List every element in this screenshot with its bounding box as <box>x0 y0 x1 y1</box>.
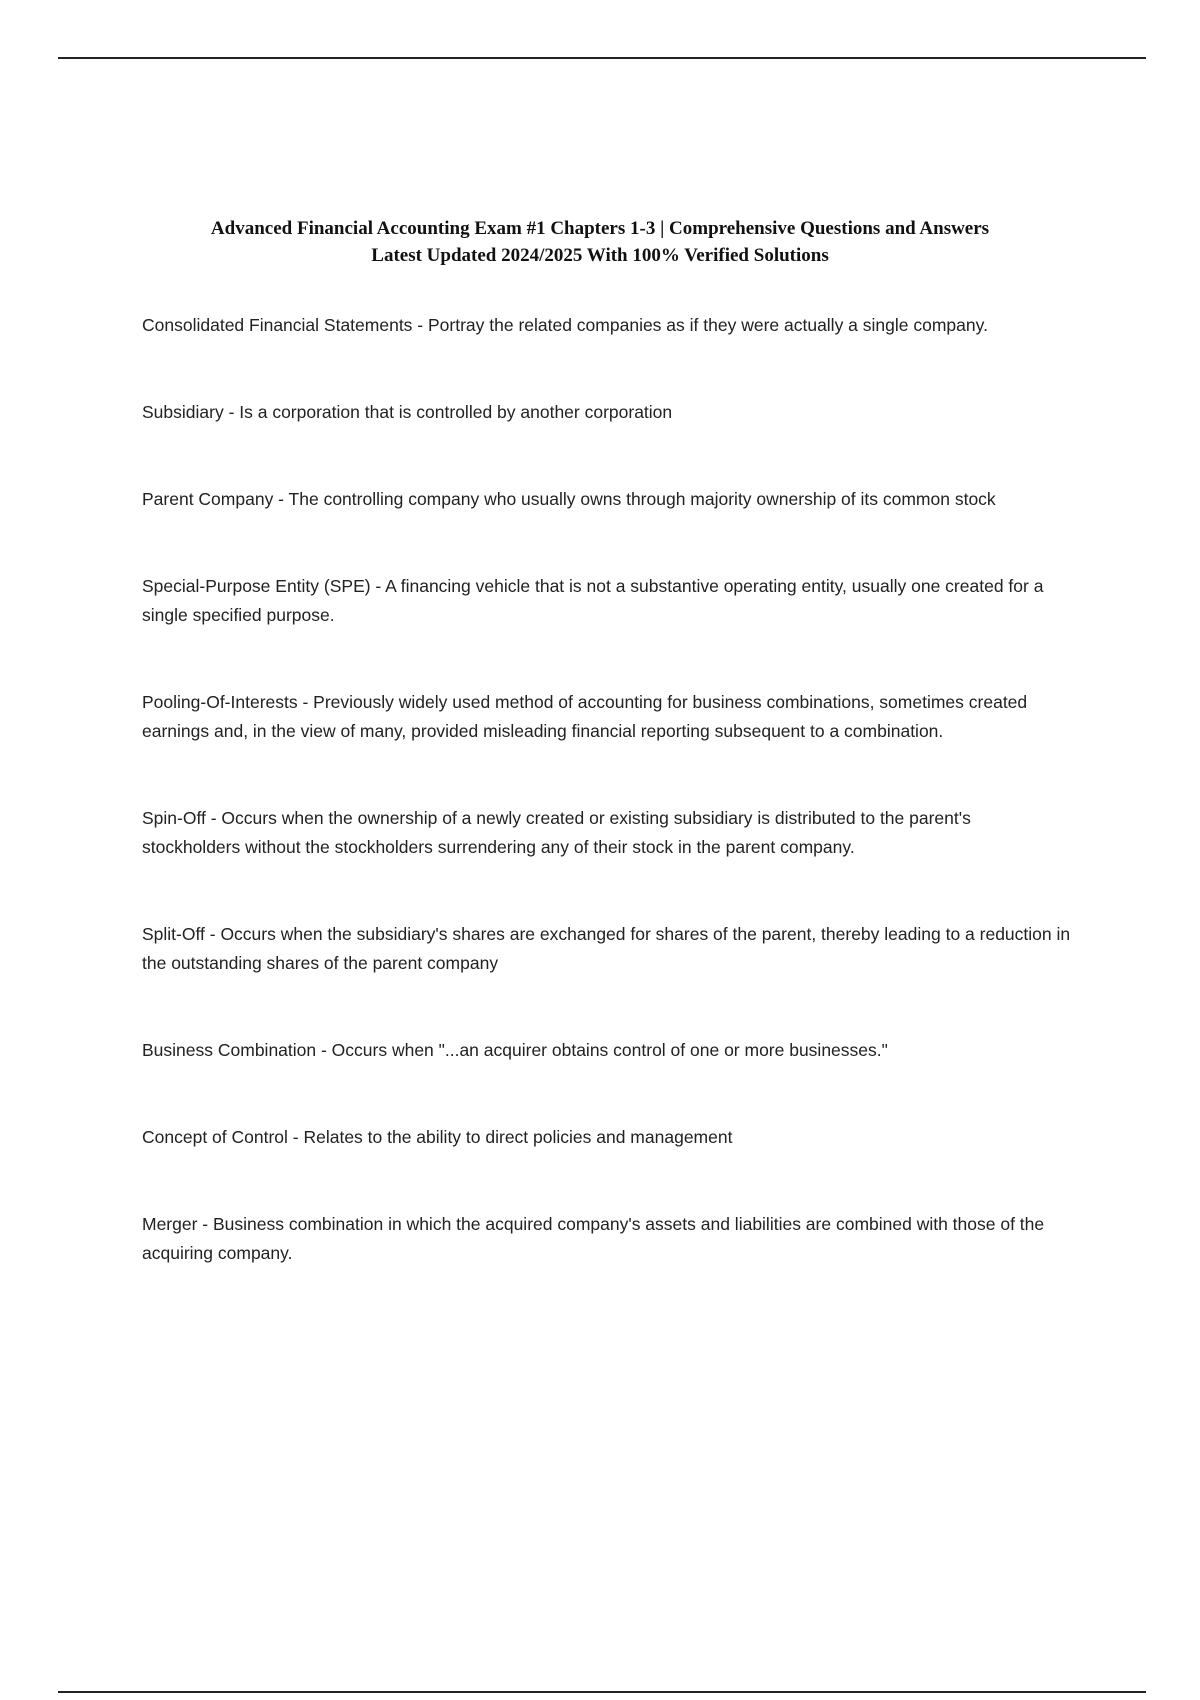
definition-entry: Pooling-Of-Interests - Previously widely used method of accounting for business combinations, sometimes created earnings and, in the view of many, provided misleading financial reporting subsequent to a combination. <box>142 692 1028 741</box>
document-title <box>120 215 1080 269</box>
title-line-1: Advanced Financial Accounting Exam #1 Chapters 1-3 | Comprehensive Questions and Answers <box>210 218 990 239</box>
definition-entry: Parent Company - The controlling company who usually owns through majority ownership of its common stock <box>142 489 996 509</box>
top-rule <box>58 57 1146 59</box>
definition-entry: Business Combination - Occurs when "...an acquirer obtains control of one or more businesses." <box>142 1040 888 1060</box>
definition-entry: Concept of Control - Relates to the ability to direct policies and management <box>142 1127 733 1147</box>
definition-entry: Spin-Off - Occurs when the ownership of a newly created or existing subsidiary is distributed to the parent's stockholders without the stockholders surrendering any of their stock in the parent company. <box>142 808 971 857</box>
definition-entry: Merger - Business combination in which the acquired company's assets and liabilities are combined with those of the acquiring company. <box>142 1214 1045 1263</box>
definition-entry: Consolidated Financial Statements - Portray the related companies as if they were actually a single company. <box>142 315 988 335</box>
bottom-rule <box>58 1691 1146 1693</box>
definition-entry: Subsidiary - Is a corporation that is controlled by another corporation <box>142 402 673 422</box>
definitions-list <box>142 311 1072 1268</box>
definition-entry: Split-Off - Occurs when the subsidiary's shares are exchanged for shares of the parent, thereby leading to a reduction in the outstanding shares of the parent company <box>142 924 1071 973</box>
definition-entry: Special-Purpose Entity (SPE) - A financing vehicle that is not a substantive operating entity, usually one created for a single specified purpose. <box>142 576 1044 625</box>
title-line-2: Latest Updated 2024/2025 With 100% Verified Solutions <box>371 245 829 266</box>
